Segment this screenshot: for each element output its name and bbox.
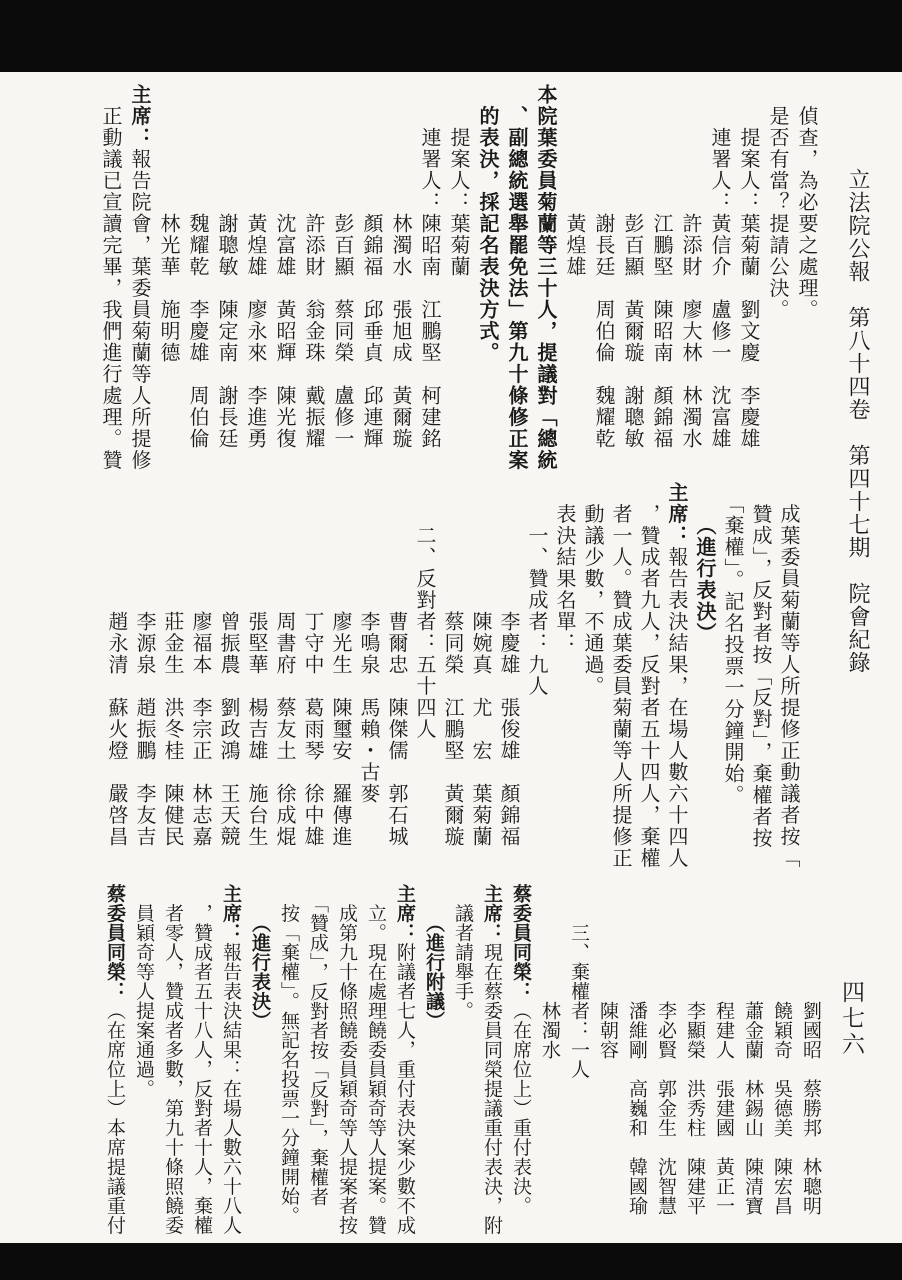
text-column: （進行附議）	[423, 884, 444, 1031]
text-column: 黃煌雄	[563, 84, 585, 278]
text-column: 廖福本 李宗正 林志嘉	[189, 482, 211, 848]
text-column: 饒穎奇 吳德美 陳宏昌	[771, 884, 792, 1216]
text-column: 動議少數，不通過。	[581, 482, 603, 697]
text-column: 者零人，贊成者多數，第九十條照饒委	[162, 884, 183, 1235]
text-column: 李鳴泉 馬賴・古麥	[357, 482, 379, 805]
text-column: 二、反對者：五十四人	[413, 482, 435, 740]
text-column: 彭百顯 蔡同榮 盧修一	[331, 84, 353, 450]
text-column: 謝長廷 周伯倫 魏耀乾	[592, 84, 614, 450]
text-column: 表決結果名單：	[553, 482, 575, 654]
text-column: 曾振農 劉政鴻 王天競	[217, 482, 239, 848]
text-column: 一、贊成者：九人	[525, 482, 547, 697]
text-column: 是否有當？提請公決。	[766, 84, 788, 321]
text-column: 丁守中 葛雨琴 徐中雄	[301, 482, 323, 848]
text-column: 顏錦福 邱垂貞 邱連輝	[360, 84, 382, 450]
top-border-bar	[0, 0, 902, 72]
text-column: 李慶雄 張俊雄 顏錦福	[497, 482, 519, 848]
text-column: ，贊成者五十八人，反對者十人，棄權	[191, 884, 212, 1235]
text-column: 莊金生 洪冬桂 陳健民	[161, 482, 183, 848]
text-column: 李顯榮 洪秀柱 陳建平	[684, 884, 705, 1216]
text-column: 林光華 施明德	[157, 84, 179, 364]
text-column: 曹爾忠 陳傑儒 郭石城	[385, 482, 407, 848]
text-column: 「贊成」，反對者按「反對」，棄權者	[307, 884, 328, 1207]
text-column: 主席：報告院會，葉委員菊蘭等人所提修	[128, 84, 150, 471]
text-column: （進行表決）	[249, 884, 270, 1031]
text-column: 立。現在處理饒委員穎奇等人提案。贊	[365, 884, 386, 1235]
text-column: 主席：附議者七人，重付表決案少數不成	[394, 884, 415, 1235]
text-column: 者一人。贊成葉委員菊蘭等人所提修正	[609, 482, 631, 869]
text-column: 贊成」，反對者按「反對」，棄權者按	[749, 482, 771, 849]
text-column: 林濁水	[539, 884, 560, 1060]
text-column: 主席：報告表決結果：在場人數六十八人	[220, 884, 241, 1235]
text-column: 連署人：黃信介 盧修一 沈富雄	[708, 84, 730, 450]
text-column: 議者請舉手。	[452, 884, 473, 1021]
text-column: 本院葉委員菊蘭等三十人，提議對「總統	[534, 84, 556, 471]
text-column: 魏耀乾 李慶雄 周伯倫	[186, 84, 208, 450]
text-column: 連署人：陳昭南 江鵬堅 柯建銘	[418, 84, 440, 450]
text-column: 李必賢 郭金生 沈智慧	[655, 884, 676, 1216]
text-column: （進行表決）	[693, 482, 715, 644]
text-column: 程建人 張建國 黃正一	[713, 884, 734, 1216]
text-column: 張堅華 楊吉雄 施台生	[245, 482, 267, 848]
text-column: 主席：現在蔡委員同榮提議重付表決，附	[481, 884, 502, 1235]
text-column: 「棄權」。記名投票一分鐘開始。	[721, 482, 743, 806]
text-column: 周書府 蔡友土 徐成焜	[273, 482, 295, 848]
text-column: 提案人：葉菊蘭 劉文慶 李慶雄	[737, 84, 759, 450]
text-column: ，贊成者九人，反對者五十四人，棄權	[637, 482, 659, 869]
text-column: 許添財 翁金珠 戴振耀	[302, 84, 324, 450]
page-header: 立法院公報 第八十四卷 第四十七期 院會紀錄	[846, 168, 871, 674]
page-number: 四七六	[839, 980, 865, 1058]
text-column: 員穎奇等人提案通過。	[133, 884, 154, 1099]
text-column: 潘維剛 高巍和 韓國瑜	[626, 884, 647, 1216]
text-column: 蕭金蘭 林錫山 陳清寶	[742, 884, 763, 1216]
text-column: 成葉委員菊蘭等人所提修正動議者按「	[777, 482, 799, 869]
text-column: 三、棄權者：一人	[568, 884, 589, 1079]
text-column: 成第九十條照饒委員穎奇等人提案者按	[336, 884, 357, 1235]
text-column: 的表決，採記名表決方式。	[476, 84, 498, 364]
text-column: 許添財 廖大林 林濁水	[679, 84, 701, 450]
text-column: 沈富雄 黃昭輝 陳光復	[273, 84, 295, 450]
text-column: 按「棄權」。無記名投票一分鐘開始。	[278, 884, 299, 1226]
text-band-1	[95, 84, 820, 486]
text-column: 廖光生 陳璽安 羅傳進	[329, 482, 351, 848]
text-column: 黃煌雄 廖永來 李進勇	[244, 84, 266, 450]
text-column: 謝聰敏 陳定南 謝長廷	[215, 84, 237, 450]
text-column: 趙永清 蘇火燈 嚴啓昌	[105, 482, 127, 848]
bottom-border-bar	[0, 1243, 902, 1280]
text-column: 陳婉真 尤 宏 葉菊蘭	[469, 482, 491, 848]
text-column: 正動議已宣讀完畢，我們進行處理。贊	[99, 84, 121, 471]
text-column: 主席：報告表決結果，在場人數六十四人	[665, 482, 687, 869]
text-band-2	[102, 482, 802, 894]
text-column: 江鵬堅 陳昭南 顏錦福	[650, 84, 672, 450]
text-column: 蔡委員同榮：（在席位上）本席提議重付	[104, 884, 125, 1235]
text-column: 彭百顯 黃爾璇 謝聰敏	[621, 84, 643, 450]
text-column: 蔡委員同榮：（在席位上）重付表決。	[510, 884, 531, 1216]
text-band-3	[100, 884, 825, 1246]
text-column: 提案人：葉菊蘭	[447, 84, 469, 278]
text-column: 蔡同榮 江鵬堅 黃爾璇	[441, 482, 463, 848]
text-column: 陳朝容	[597, 884, 618, 1060]
text-column: 偵查，為必要之處理。	[795, 84, 817, 321]
text-column: 劉國昭 蔡勝邦 林聰明	[800, 884, 821, 1216]
text-column: 、副總統選舉罷免法」第九十條修正案	[505, 84, 527, 471]
text-column: 李源泉 趙振鵬 李友吉	[133, 482, 155, 848]
text-column: 林濁水 張旭成 黃爾璇	[389, 84, 411, 450]
